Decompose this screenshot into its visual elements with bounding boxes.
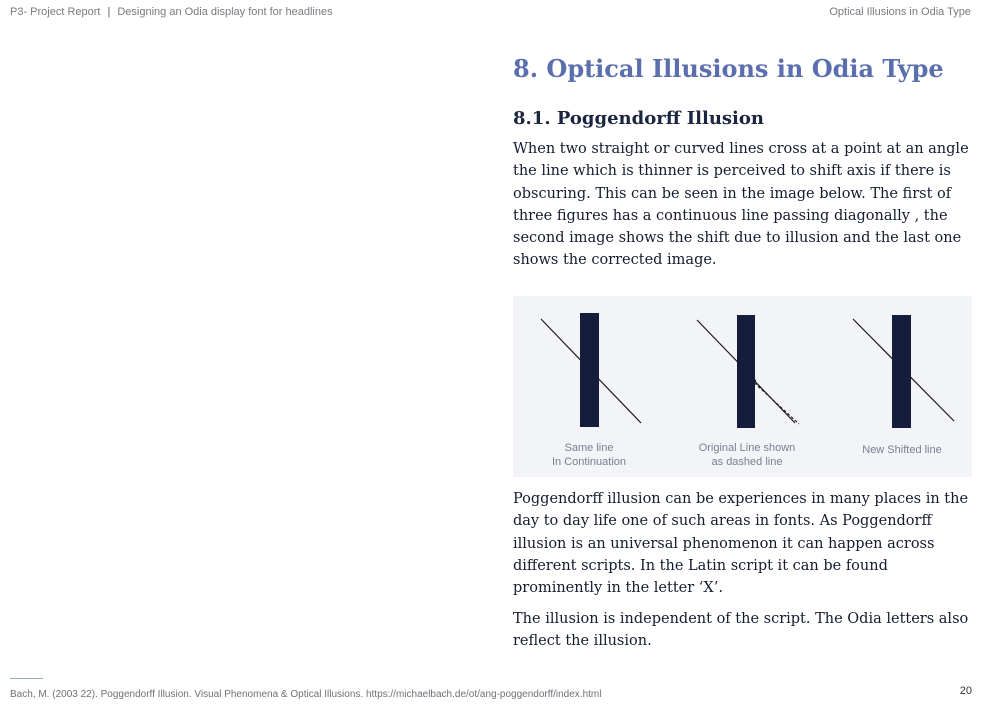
occluding-bar-2	[737, 315, 755, 428]
header-separator: |	[107, 6, 111, 18]
caption-1-line-1: Same line	[564, 442, 614, 454]
caption-3-line-1: New Shifted line	[862, 444, 942, 456]
body-paragraph-1: When two straight or curved lines cross at a point at an angle the line which is thinner is perceived to shift axis if there is obscuring. This can be seen in the image below. The first of three figures has a continuous line passing diagonally , the second image shows the shift due to illusion and the last one shows the corrected image.	[513, 141, 969, 269]
report-subtitle: Designing an Odia display font for headlines	[117, 6, 333, 18]
body-paragraph-3: The illusion is independent of the script. The Odia letters also reflect the illusion.	[513, 611, 969, 650]
running-header-left	[10, 6, 333, 18]
caption-2-line-1: Original Line shown	[698, 442, 796, 454]
running-header-right: Optical Illusions in Odia Type	[829, 6, 971, 18]
body-paragraph-2: Poggendorff illusion can be experiences in many places in the day to day life one of such areas in fonts. As Poggendorff illusion is an universal phenomenon it can happen across different scripts. In the Latin script it can be found prominently in the letter ‘X’.	[513, 491, 969, 597]
report-title: P3- Project Report	[10, 6, 101, 18]
caption-1-line-2: In Continuation	[552, 456, 626, 468]
footnote-divider	[10, 678, 43, 679]
poggendorff-figure	[513, 296, 972, 477]
subsection-title: 8.1. Poggendorff Illusion	[513, 108, 764, 129]
caption-2-line-2: as dashed line	[711, 456, 783, 468]
poggendorff-diagram	[513, 296, 972, 477]
footnote-citation: Bach, M. (2003 22). Poggendorff Illusion. Visual Phenomena & Optical Illusions. https://michaelbach.de/ot/ang-poggendorff/index.html	[10, 689, 602, 700]
page-number: 20	[959, 685, 972, 697]
occluding-bar-1	[580, 313, 599, 427]
section-title: 8. Optical Illusions in Odia Type	[513, 54, 944, 83]
occluding-bar-3	[892, 315, 911, 428]
